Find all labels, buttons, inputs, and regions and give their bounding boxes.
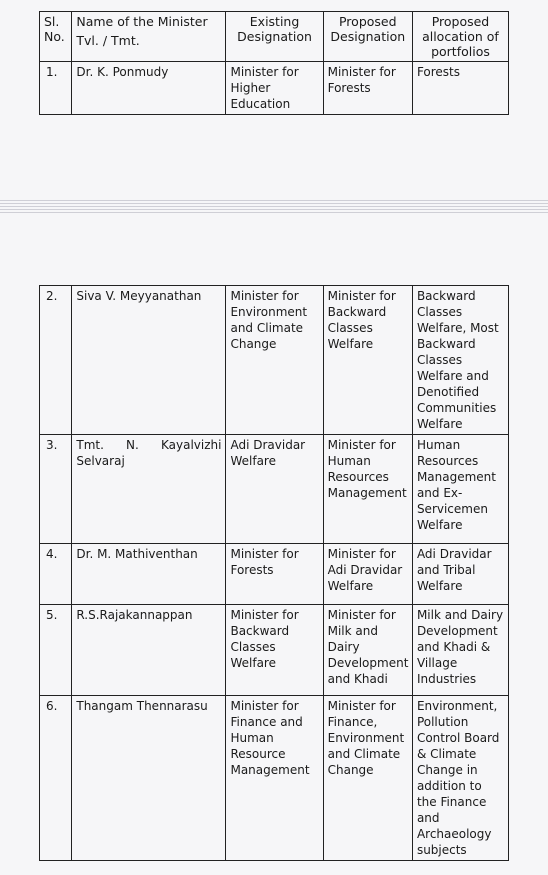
cell-existing-designation: Minister for Backward Classes Welfare — [226, 605, 323, 696]
cell-proposed-designation: Minister for Human Resources Management — [323, 435, 412, 544]
cell-minister-name: Tmt. N. Kayalvizhi Selvaraj — [72, 435, 226, 544]
header-existing-designation: Existing Designation — [226, 12, 323, 62]
cell-proposed-portfolios: Adi Dravidar and Tribal Welfare — [412, 544, 508, 605]
cell-proposed-designation: Minister for Adi Dravidar Welfare — [323, 544, 412, 605]
cell-minister-name: R.S.Rajakannappan — [72, 605, 226, 696]
document-page-top — [0, 0, 548, 200]
cell-sl-no: 2. — [40, 286, 72, 435]
table-row — [40, 435, 509, 544]
cell-existing-designation: Minister for Finance and Human Resource Management — [226, 696, 323, 861]
table-header-row — [40, 12, 509, 62]
cell-minister-name: Dr. M. Mathiventhan — [72, 544, 226, 605]
cell-minister-name: Thangam Thennarasu — [72, 696, 226, 861]
cell-existing-designation: Minister for Environment and Climate Change — [226, 286, 323, 435]
cell-proposed-portfolios: Backward Classes Welfare, Most Backward Classes Welfare and Denotified Communities Welfare — [412, 286, 508, 435]
cell-minister-name: Siva V. Meyyanathan — [72, 286, 226, 435]
cell-existing-designation: Minister for Higher Education — [226, 62, 323, 115]
cell-proposed-designation: Minister for Backward Classes Welfare — [323, 286, 412, 435]
cell-sl-no: 3. — [40, 435, 72, 544]
header-sl-no: Sl. No. — [40, 12, 72, 62]
table-row — [40, 544, 509, 605]
cell-sl-no: 1. — [40, 62, 72, 115]
cell-proposed-designation: Minister for Forests — [323, 62, 412, 115]
header-minister-name-label: Name of the Minister — [76, 14, 208, 29]
cell-sl-no: 4. — [40, 544, 72, 605]
minister-portfolio-table-bottom — [39, 285, 509, 861]
page-break-separator — [0, 200, 548, 214]
cell-existing-designation: Minister for Forests — [226, 544, 323, 605]
cell-proposed-designation: Minister for Milk and Dairy Development and Khadi — [323, 605, 412, 696]
table-row — [40, 605, 509, 696]
header-proposed-designation: Proposed Designation — [323, 12, 412, 62]
cell-sl-no: 5. — [40, 605, 72, 696]
cell-proposed-portfolios: Environment, Pollution Control Board & Climate Change in addition to the Finance and Archaeology subjects — [412, 696, 508, 861]
cell-proposed-portfolios: Human Resources Management and Ex-Servicemen Welfare — [412, 435, 508, 544]
header-proposed-portfolios: Proposed allocation of portfolios — [412, 12, 508, 62]
cell-existing-designation: Adi Dravidar Welfare — [226, 435, 323, 544]
table-row — [40, 62, 509, 115]
cell-minister-name: Dr. K. Ponmudy — [72, 62, 226, 115]
table-row — [40, 286, 509, 435]
header-minister-name-sub: Tvl. / Tmt. — [76, 33, 140, 48]
minister-portfolio-table-top — [39, 11, 509, 115]
cell-proposed-designation: Minister for Finance, Environment and Climate Change — [323, 696, 412, 861]
table-row — [40, 696, 509, 861]
cell-sl-no: 6. — [40, 696, 72, 861]
header-minister-name — [72, 12, 226, 62]
cell-proposed-portfolios: Milk and Dairy Development and Khadi & Village Industries — [412, 605, 508, 696]
cell-proposed-portfolios: Forests — [412, 62, 508, 115]
